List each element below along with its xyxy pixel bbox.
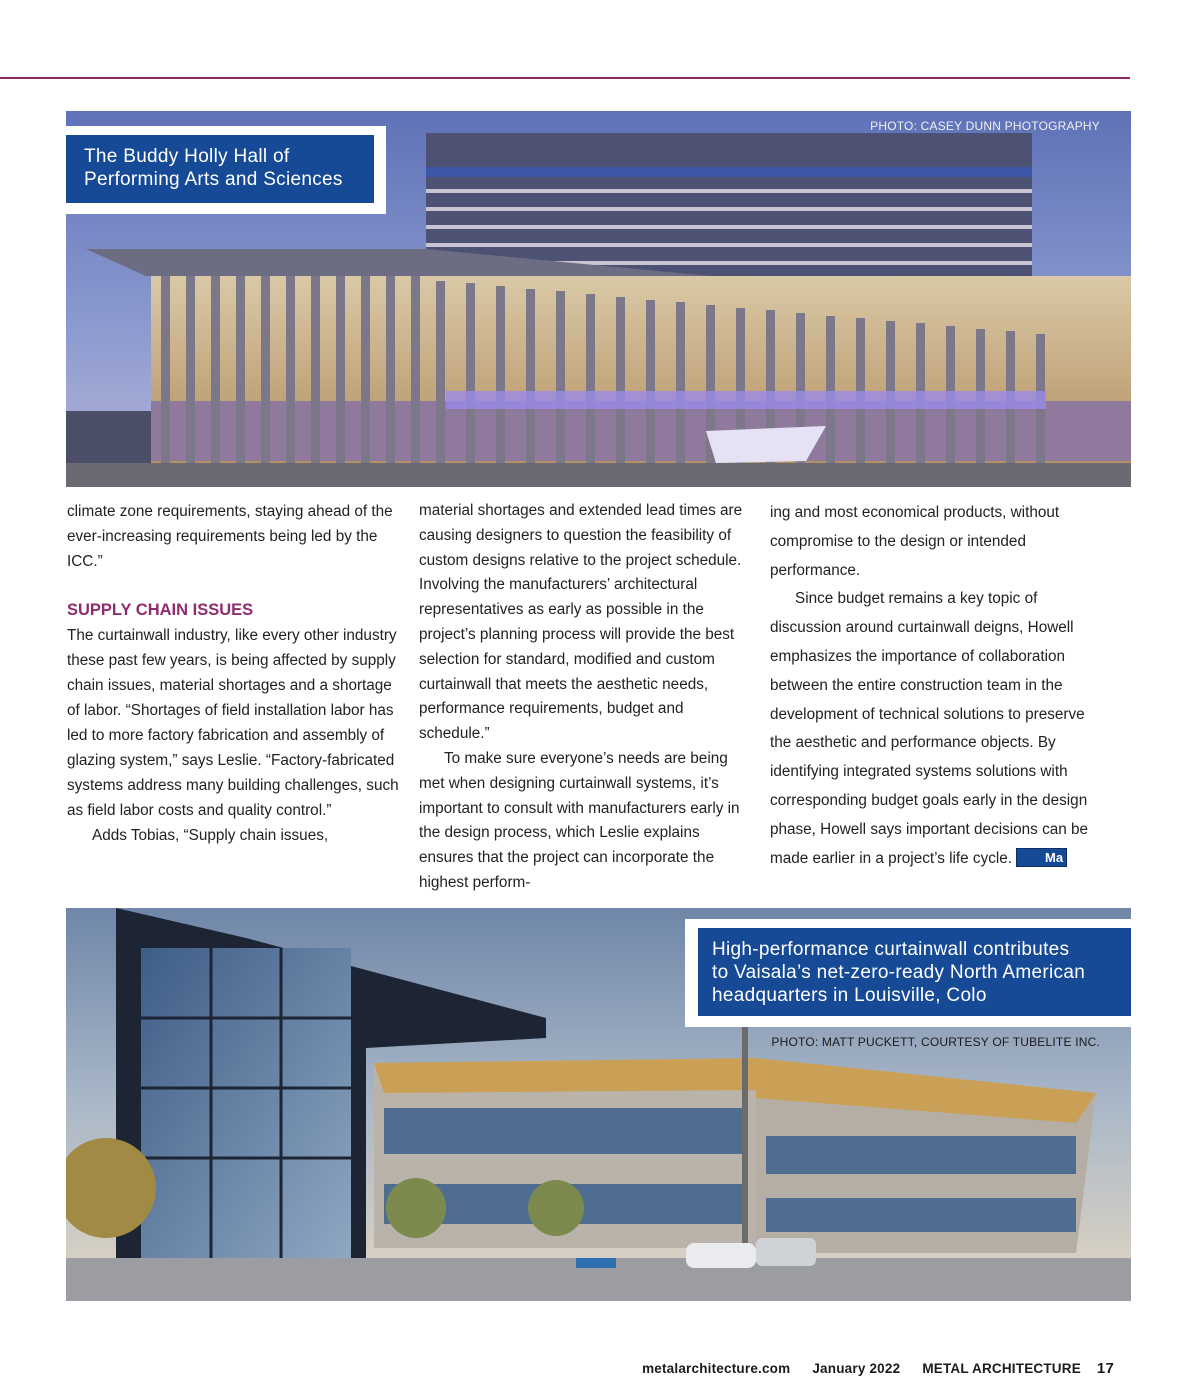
bottom-caption-line: to Vaisala’s net-zero-ready North American [712, 962, 1086, 983]
footer-magazine-name: METAL ARCHITECTURE [922, 1361, 1081, 1376]
bottom-photo-caption [698, 928, 1131, 1016]
paragraph-text: Since budget remains a key topic of discussion around curtainwall deigns, Howell emphasizes the importance of collaboration between the entire construction team in the development of technical solutions to preserve the aesthetic and performance objects. By identifying integrated systems solutions with corresponding budget goals early in the design phase, Howell says important decisions can be made earlier in a project’s life cycle. [770, 590, 1089, 867]
article-column-3 [770, 499, 1110, 873]
paragraph: ing and most economical products, without compromise to the design or intended performance. [770, 504, 1060, 579]
top-photo-credit: PHOTO: CASEY DUNN PHOTOGRAPHY [870, 119, 1100, 133]
top-photo-caption [66, 135, 374, 203]
paragraph: The curtainwall industry, like every other industry these past few years, is being affected by supply chain issues, material shortages and a shortage of labor. “Shortages of field installation labor has led to more factory fabrication and assembly of glazing system,” says Leslie. “Factory-fabricated systems address many building challenges, such as field labor costs and quality control.” [67, 627, 399, 819]
footer-website: metalarchitecture.com [642, 1361, 791, 1376]
paragraph: To make sure everyone’s needs are being met when designing curtainwall systems, it’s important to consult with manufacturers early in the design process, which Leslie explains ensures that the project can incorporate the highest perform- [419, 749, 740, 891]
article-column-1 [67, 499, 402, 848]
page-footer [642, 1360, 1114, 1377]
page-number: 17 [1096, 1360, 1114, 1377]
paragraph: Adds Tobias, “Supply chain issues, [92, 827, 329, 844]
end-mark-logo: Ma [1016, 848, 1067, 867]
paragraph [770, 585, 1110, 873]
bottom-photo-credit: PHOTO: MATT PUCKETT, COURTESY OF TUBELITE INC. [771, 1035, 1100, 1049]
paragraph: material shortages and extended lead times are causing designers to question the feasibility of custom designs relative to the project schedule. Involving the manufacturers’ architectural representatives as early as possible in the project’s planning process will provide the best selection for standard, modified and custom curtainwall that meets the aesthetic needs, performance requirements, budget and schedule.” [419, 502, 743, 743]
top-caption-line: Performing Arts and Sciences [84, 169, 343, 190]
header-rule [0, 77, 1130, 79]
footer-issue-date: January 2022 [812, 1361, 901, 1376]
bottom-caption-line: High-performance curtainwall contributes [712, 939, 1070, 960]
top-caption-line: The Buddy Holly Hall of [84, 146, 290, 167]
section-heading: SUPPLY CHAIN ISSUES [67, 601, 254, 619]
bottom-caption-line: headquarters in Louisville, Colo [712, 985, 987, 1006]
paragraph: climate zone requirements, staying ahead of the ever-increasing requirements being led by the ICC.” [67, 503, 393, 570]
article-column-2 [419, 499, 754, 896]
